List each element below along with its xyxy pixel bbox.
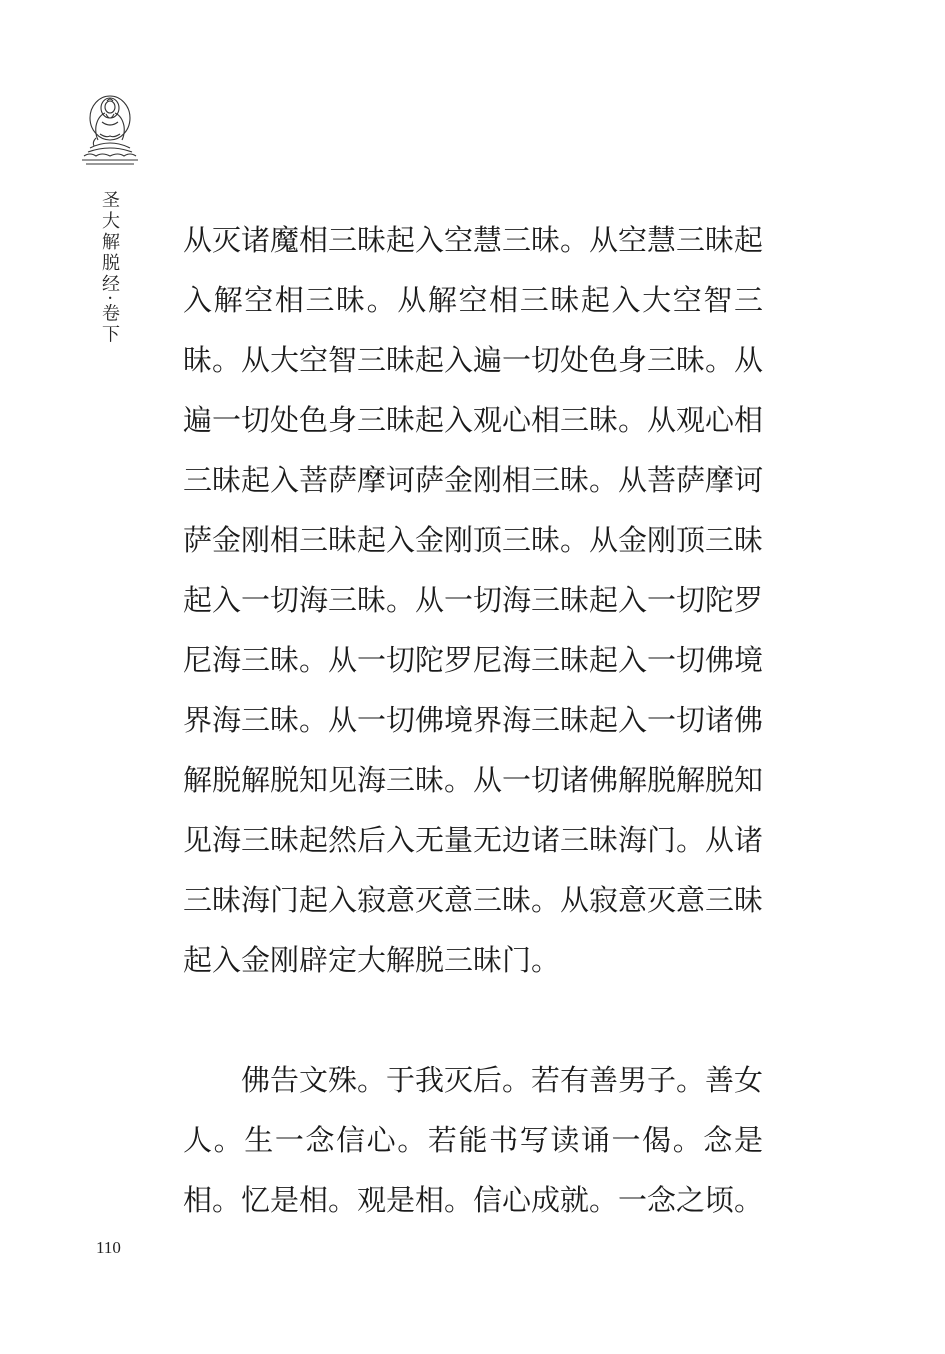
text-line: 遍一切处色身三昧起入观心相三昧。从观心相 (183, 403, 764, 437)
text-line: 入解空相三昧。从解空相三昧起入大空智三 (183, 283, 763, 317)
body-text (183, 210, 763, 1230)
text-line: 从灭诸魔相三昧起入空慧三昧。从空慧三昧起 (183, 223, 764, 257)
text-line: 三昧起入菩萨摩诃萨金刚相三昧。从菩萨摩诃 (183, 463, 764, 497)
text-line: 起入金刚辟定大解脱三昧门。 (183, 943, 561, 977)
page-number: 110 (96, 1238, 121, 1257)
text-line: 界海三昧。从一切佛境界海三昧起入一切诸佛 (183, 703, 764, 737)
paragraph-gap (183, 990, 763, 1050)
text-line: 起入一切海三昧。从一切海三昧起入一切陀罗 (183, 583, 764, 617)
text-line: 相。忆是相。观是相。信心成就。一念之顷。 (183, 1183, 764, 1217)
text-line: 见海三昧起然后入无量无边诸三昧海门。从诸 (183, 823, 764, 857)
text-line: 三昧海门起入寂意灭意三昧。从寂意灭意三昧 (183, 883, 764, 917)
text-line: 昧。从大空智三昧起入遍一切处色身三昧。从 (183, 343, 764, 377)
text-line: 尼海三昧。从一切陀罗尼海三昧起入一切佛境 (183, 643, 764, 677)
text-line: 萨金刚相三昧起入金刚顶三昧。从金刚顶三昧 (183, 523, 764, 557)
text-line: 解脱解脱知见海三昧。从一切诸佛解脱解脱知 (183, 763, 764, 797)
seated-buddha-icon (76, 92, 144, 168)
running-title: 圣大解脱经·卷下 (99, 190, 120, 346)
text-line: 佛告文殊。于我灭后。若有善男子。善女 (183, 1063, 764, 1097)
text-line: 人。生一念信心。若能书写读诵一偈。念是 (183, 1123, 763, 1157)
